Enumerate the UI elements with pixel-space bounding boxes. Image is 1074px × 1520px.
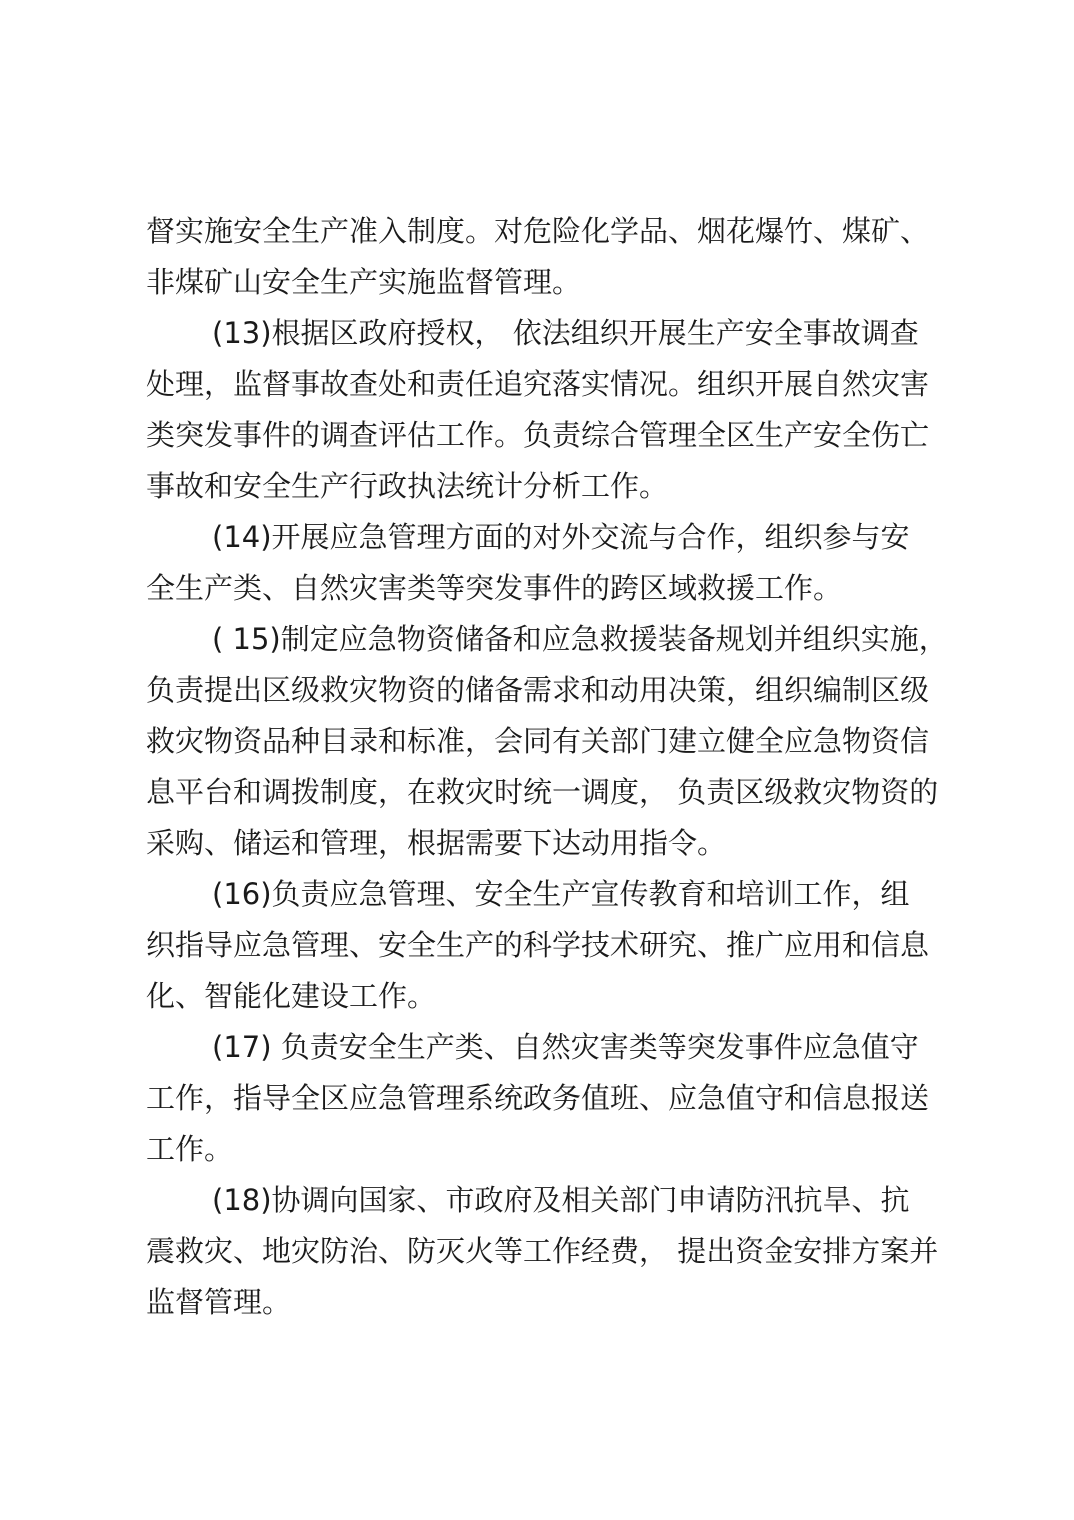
paragraph-13-start: (13)根据区政府授权， 依法组织开展生产安全事故调查 bbox=[212, 316, 919, 350]
paragraph-18-start: (18)协调向国家、市政府及相关部门申请防汛抗旱、抗 bbox=[212, 1183, 910, 1217]
text-line: 工作，指导全区应急管理系统政务值班、应急值守和信息报送 bbox=[146, 1081, 930, 1115]
text-line: 监督管理。 bbox=[146, 1285, 292, 1319]
paragraph-16-start: (16)负责应急管理、安全生产宣传教育和培训工作，组 bbox=[212, 877, 910, 911]
text-line: 采购、储运和管理，根据需要下达动用指令。 bbox=[146, 826, 727, 860]
text-line: 非煤矿山安全生产实施监督管理。 bbox=[146, 265, 582, 299]
text-line: 处理，监督事故查处和责任追究落实情况。组织开展自然灾害 bbox=[146, 367, 930, 401]
text-line: 工作。 bbox=[146, 1132, 234, 1166]
text-line: 织指导应急管理、安全生产的科学技术研究、推广应用和信息 bbox=[146, 928, 930, 962]
text-line: 事故和安全生产行政执法统计分析工作。 bbox=[146, 469, 669, 503]
paragraph-15-start: ( 15)制定应急物资储备和应急救援装备规划并组织实施， bbox=[212, 622, 948, 656]
text-line: 督实施安全生产准入制度。对危险化学品、烟花爆竹、煤矿、 bbox=[146, 214, 930, 248]
text-line: 救灾物资品种目录和标准，会同有关部门建立健全应急物资信 bbox=[146, 724, 930, 758]
text-line: 息平台和调拨制度，在救灾时统一调度， 负责区级救灾物资的 bbox=[146, 775, 939, 809]
text-line: 化、智能化建设工作。 bbox=[146, 979, 437, 1013]
paragraph-17-start: (17) 负责安全生产类、自然灾害类等突发事件应急值守 bbox=[212, 1030, 919, 1064]
text-line: 负责提出区级救灾物资的储备需求和动用决策，组织编制区级 bbox=[146, 673, 930, 707]
text-line: 震救灾、地灾防治、防灭火等工作经费， 提出资金安排方案并 bbox=[146, 1234, 939, 1268]
text-line: 类突发事件的调查评估工作。负责综合管理全区生产安全伤亡 bbox=[146, 418, 930, 452]
text-line: 全生产类、自然灾害类等突发事件的跨区域救援工作。 bbox=[146, 571, 843, 605]
paragraph-14-start: (14)开展应急管理方面的对外交流与合作，组织参与安 bbox=[212, 520, 910, 554]
